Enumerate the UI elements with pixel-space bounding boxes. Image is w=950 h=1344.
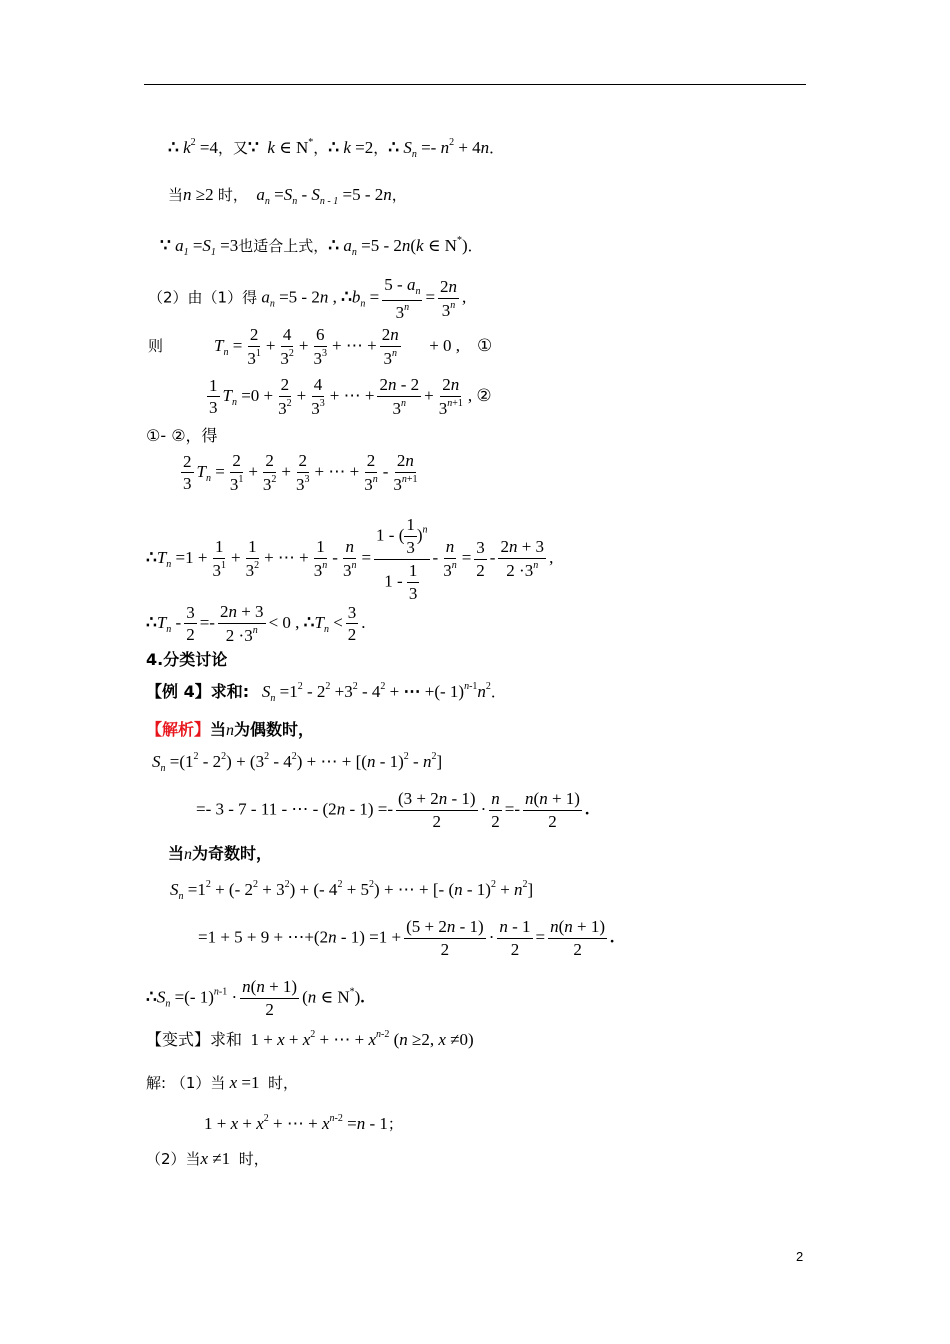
line-two-thirds-tn: $\frac{2}{3}$ $T_n$ = $\frac{2}{3^1}$ + $\frac{2}{3^2}$ + $\frac{2}{3^3}$ + ⋯ + $\frac{2}{3^n}$ - $\frac{2n}{3^{n+1}}$ [183, 451, 418, 494]
page-number: 2 [796, 1249, 804, 1264]
line-subtract: ①- ②，得 [146, 426, 218, 445]
line-third-tn: $\frac{1}{3}$ $T_n =0$ + $\frac{2}{3^2}$ + $\frac{4}{3^3}$ + ⋯ + $\frac{2n - 2}{3^n}$ + $\frac{2n}{3^{n+1}}$ , ② [209, 375, 492, 418]
line-tn: 则 $T_n$ = $\frac{2}{3^1}$ + $\frac{4}{3^2}$ + $\frac{6}{3^3}$ + ⋯ + $\frac{2n}{3^n}$ + 0 , ① [148, 325, 493, 368]
line-sn-odd-result: =1 + 5 + 9 + ⋯+(2n - 1) =1 + $\frac{(5 + 2n - 1)}{2}$ · $\frac{n - 1}{2}$ = $\frac{n(n + 1)}{2}$ . [198, 917, 615, 959]
solution-case-2: （2）当x ≠1 时， [146, 1149, 269, 1168]
solution-case-1-result: $1 + x + x^2$ + ⋯ + $x^{n-2} =n - 1$； [204, 1113, 403, 1133]
line-k-squared: ∴ $k^2 =4$，又∵ k ∈ N*，∴ k =2，∴ $S_n =- n^2 + 4n$． [168, 137, 505, 160]
line-sn-even-result: =- 3 - 7 - 11 - ⋯ - (2n - 1) =- $\frac{(3 + 2n - 1)}{2}$ · $\frac{n}{2}$ =- $\frac{n(n + 1)}{2}$ . [196, 789, 590, 831]
line-a1: ∵ $a_1 =S_1 =3$也适合上式，∴ $a_n =5 - 2n(k$ ∈ N*)． [160, 235, 483, 258]
section-heading-classification: 4.分类讨论 [146, 650, 228, 669]
line-n-ge-2: 当n ≥2 时， $a_n =S_n - S_{n - 1} =5 - 2n$， [168, 185, 407, 207]
header-rule [144, 84, 806, 85]
line-bn: （2）由（1）得 $a_n =5 - 2n$ , $\therefore b_n$ = $\frac{5 - a_n}{3^n}$ = $\frac{2n}{3^n}$ , [148, 275, 467, 322]
line-tn-less: $\therefore T_n$ - $\frac{3}{2}$ =- $\frac{2n + 3}{2 \cdot 3^n}$ < 0 , $\therefore T_n$ < $\frac{3}{2}$ . [146, 602, 366, 645]
example-4: 【例 4】求和: $S_n =1^2 - 2^2 +3^2 - 4^2$ + ⋯ +(- $1)^{n-1}n^2$． [146, 681, 506, 704]
variant-question: 【变式】求和 $1 + x + x^2$ + ⋯ + $x^{n-2}$ (n ≥2, x ≠0) [146, 1029, 474, 1049]
line-sn-conclusion: $\therefore S_n$ =(- 1)$^{n-1}$ · $\frac{n(n + 1)}{2}$ (n ∈ N*). [146, 977, 365, 1019]
odd-case: 当n为奇数时， [168, 844, 273, 863]
line-sn-odd: $S_n =1^2$ + (- $2^2 + 3^2$) + (- $4^2 + 5^2$) + ⋯ + [- $(n - 1)^2 + n^2$] [170, 879, 534, 902]
line-sn-even: $S_n =(1^2 - 2^2) + (3^2 - 4^2)$ + ⋯ + $[(n - 1)^2 - n^2]$ [152, 751, 443, 774]
solution-case-1: 解: （1）当 x =1 时， [146, 1073, 299, 1092]
analysis-even: 【解析】当n为偶数时， [146, 720, 315, 739]
line-tn-result: $\therefore T_n =1$ + $\frac{1}{3^1}$ + $\frac{1}{3^2}$ + ⋯ + $\frac{1}{3^n}$ - $\frac{n}{3^n}$ = 1 - ( $\frac{1}{3}$ )$^n$ 1 - $\frac{1}{3}$ - $\frac{n}{3^n}$ = $\frac{3}{2}$ - $\frac{2n + 3}{2 \cdot 3^n}$ , [146, 515, 554, 603]
